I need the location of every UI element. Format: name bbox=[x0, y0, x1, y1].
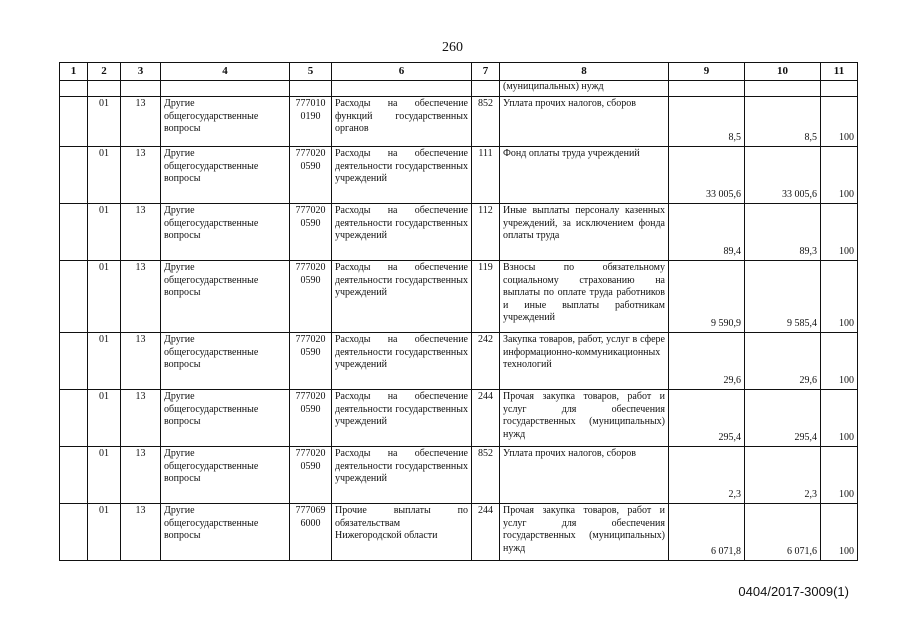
cell-executed: 89,3 bbox=[745, 204, 821, 261]
cell-expense-type: 852 bbox=[472, 97, 500, 147]
cell-target-name: Расходы на обеспечение деятельности государственных учреждений bbox=[332, 333, 472, 390]
cell-percent: 100 bbox=[821, 261, 858, 333]
header-col-7: 7 bbox=[472, 63, 500, 81]
header-col-8: 8 bbox=[500, 63, 669, 81]
header-col-3: 3 bbox=[121, 63, 161, 81]
cell-target-name: Расходы на обеспечение функций государственных органов bbox=[332, 97, 472, 147]
cell-section-name: Другие общегосударственные вопросы bbox=[161, 333, 290, 390]
budget-table bbox=[59, 62, 858, 561]
cell-col1 bbox=[60, 204, 88, 261]
target-code-part1: 777020 bbox=[295, 205, 326, 216]
cell-target-code bbox=[290, 97, 332, 147]
cell-executed: 6 071,6 bbox=[745, 504, 821, 561]
header-row bbox=[60, 63, 858, 81]
cell-target-code bbox=[290, 447, 332, 504]
cell-executed: 295,4 bbox=[745, 390, 821, 447]
cell-subsection: 13 bbox=[121, 97, 161, 147]
cell-subsection: 13 bbox=[121, 333, 161, 390]
header-col-2: 2 bbox=[88, 63, 121, 81]
cell-expense-name: Фонд оплаты труда учреждений bbox=[500, 147, 669, 204]
cell-col1 bbox=[60, 333, 88, 390]
cell-executed: 2,3 bbox=[745, 447, 821, 504]
continuation-row bbox=[60, 81, 858, 97]
cell-percent: 100 bbox=[821, 504, 858, 561]
cell-col1 bbox=[60, 504, 88, 561]
target-code-part2: 0190 bbox=[300, 110, 321, 122]
cell-percent: 100 bbox=[821, 97, 858, 147]
page-number: 260 bbox=[442, 40, 463, 55]
cell-section-name: Другие общегосударственные вопросы bbox=[161, 390, 290, 447]
cell-percent: 100 bbox=[821, 390, 858, 447]
cell-target-code bbox=[290, 147, 332, 204]
cell-subsection: 13 bbox=[121, 261, 161, 333]
cell-expense-type: 852 bbox=[472, 447, 500, 504]
cell-section: 01 bbox=[88, 204, 121, 261]
cell-target-code bbox=[290, 390, 332, 447]
cell-expense-name: Уплата прочих налогов, сборов bbox=[500, 447, 669, 504]
table-row bbox=[60, 333, 858, 390]
target-code-part2: 0590 bbox=[300, 217, 321, 229]
cell-planned: 9 590,9 bbox=[669, 261, 745, 333]
cell-target-code bbox=[290, 204, 332, 261]
target-code-part2: 0590 bbox=[300, 274, 321, 286]
cell-target-code bbox=[290, 333, 332, 390]
table-row bbox=[60, 261, 858, 333]
cell-section: 01 bbox=[88, 333, 121, 390]
cell-expense-type: 244 bbox=[472, 390, 500, 447]
cell-planned: 2,3 bbox=[669, 447, 745, 504]
cell-section: 01 bbox=[88, 147, 121, 204]
cell-planned: 89,4 bbox=[669, 204, 745, 261]
cell-section-name: Другие общегосударственные вопросы bbox=[161, 97, 290, 147]
cell-target-name: Прочие выплаты по обязательствам Нижегородской области bbox=[332, 504, 472, 561]
header-col-9: 9 bbox=[669, 63, 745, 81]
cell-target-name: Расходы на обеспечение деятельности государственных учреждений bbox=[332, 447, 472, 504]
cell-percent: 100 bbox=[821, 147, 858, 204]
cell-subsection: 13 bbox=[121, 447, 161, 504]
table-row bbox=[60, 504, 858, 561]
cell-expense-name: Взносы по обязательному социальному страхованию на выплаты по оплате труда работников и иные выплаты работникам учреждений bbox=[500, 261, 669, 333]
target-code-part1: 777020 bbox=[295, 391, 326, 402]
cell-target-name: Расходы на обеспечение деятельности государственных учреждений bbox=[332, 261, 472, 333]
target-code-part2: 0590 bbox=[300, 403, 321, 415]
target-code-part2: 6000 bbox=[300, 517, 321, 529]
continuation-text: (муниципальных) нужд bbox=[500, 81, 669, 97]
cell-target-name: Расходы на обеспечение деятельности государственных учреждений bbox=[332, 147, 472, 204]
cell-subsection: 13 bbox=[121, 504, 161, 561]
cell-target-code bbox=[290, 504, 332, 561]
cell-subsection: 13 bbox=[121, 204, 161, 261]
target-code-part2: 0590 bbox=[300, 160, 321, 172]
cell-target-name: Расходы на обеспечение деятельности государственных учреждений bbox=[332, 204, 472, 261]
cell-planned: 295,4 bbox=[669, 390, 745, 447]
cell-expense-type: 244 bbox=[472, 504, 500, 561]
header-col-5: 5 bbox=[290, 63, 332, 81]
cell-expense-name: Прочая закупка товаров, работ и услуг для обеспечения государственных (муниципальных) нужд bbox=[500, 504, 669, 561]
cell-col1 bbox=[60, 390, 88, 447]
target-code-part1: 777020 bbox=[295, 448, 326, 459]
cell-target-code bbox=[290, 261, 332, 333]
cell-expense-name: Уплата прочих налогов, сборов bbox=[500, 97, 669, 147]
header-col-6: 6 bbox=[332, 63, 472, 81]
cell-expense-type: 119 bbox=[472, 261, 500, 333]
target-code-part1: 777020 bbox=[295, 262, 326, 273]
cell-planned: 8,5 bbox=[669, 97, 745, 147]
document-code: 0404/2017-3009(1) bbox=[738, 584, 849, 599]
cell-expense-name: Прочая закупка товаров, работ и услуг для обеспечения государственных (муниципальных) нужд bbox=[500, 390, 669, 447]
cell-target-name: Расходы на обеспечение деятельности государственных учреждений bbox=[332, 390, 472, 447]
cell-planned: 29,6 bbox=[669, 333, 745, 390]
cell-executed: 29,6 bbox=[745, 333, 821, 390]
cell-section: 01 bbox=[88, 97, 121, 147]
cell-executed: 33 005,6 bbox=[745, 147, 821, 204]
cell-executed: 8,5 bbox=[745, 97, 821, 147]
table-row bbox=[60, 204, 858, 261]
header-col-10: 10 bbox=[745, 63, 821, 81]
header-col-1: 1 bbox=[60, 63, 88, 81]
target-code-part2: 0590 bbox=[300, 346, 321, 358]
target-code-part1: 777010 bbox=[295, 98, 326, 109]
cell-section-name: Другие общегосударственные вопросы bbox=[161, 504, 290, 561]
header-col-11: 11 bbox=[821, 63, 858, 81]
cell-section: 01 bbox=[88, 447, 121, 504]
cell-subsection: 13 bbox=[121, 147, 161, 204]
cell-section-name: Другие общегосударственные вопросы bbox=[161, 447, 290, 504]
cell-percent: 100 bbox=[821, 204, 858, 261]
cell-percent: 100 bbox=[821, 447, 858, 504]
target-code-part1: 777020 bbox=[295, 334, 326, 345]
table-row bbox=[60, 390, 858, 447]
cell-section-name: Другие общегосударственные вопросы bbox=[161, 147, 290, 204]
cell-section: 01 bbox=[88, 261, 121, 333]
cell-executed: 9 585,4 bbox=[745, 261, 821, 333]
cell-section-name: Другие общегосударственные вопросы bbox=[161, 204, 290, 261]
table-row bbox=[60, 447, 858, 504]
cell-expense-type: 111 bbox=[472, 147, 500, 204]
cell-percent: 100 bbox=[821, 333, 858, 390]
cell-expense-type: 112 bbox=[472, 204, 500, 261]
cell-expense-type: 242 bbox=[472, 333, 500, 390]
cell-section: 01 bbox=[88, 390, 121, 447]
header-col-4: 4 bbox=[161, 63, 290, 81]
target-code-part2: 0590 bbox=[300, 460, 321, 472]
cell-col1 bbox=[60, 97, 88, 147]
cell-planned: 33 005,6 bbox=[669, 147, 745, 204]
cell-section: 01 bbox=[88, 504, 121, 561]
target-code-part1: 777069 bbox=[295, 505, 326, 516]
cell-col1 bbox=[60, 261, 88, 333]
cell-subsection: 13 bbox=[121, 390, 161, 447]
target-code-part1: 777020 bbox=[295, 148, 326, 159]
cell-col1 bbox=[60, 447, 88, 504]
cell-col1 bbox=[60, 147, 88, 204]
cell-section-name: Другие общегосударственные вопросы bbox=[161, 261, 290, 333]
cell-expense-name: Закупка товаров, работ, услуг в сфере информационно-коммуникационных технологий bbox=[500, 333, 669, 390]
cell-expense-name: Иные выплаты персоналу казенных учреждений, за исключением фонда оплаты труда bbox=[500, 204, 669, 261]
table-row bbox=[60, 147, 858, 204]
cell-planned: 6 071,8 bbox=[669, 504, 745, 561]
table-row bbox=[60, 97, 858, 147]
